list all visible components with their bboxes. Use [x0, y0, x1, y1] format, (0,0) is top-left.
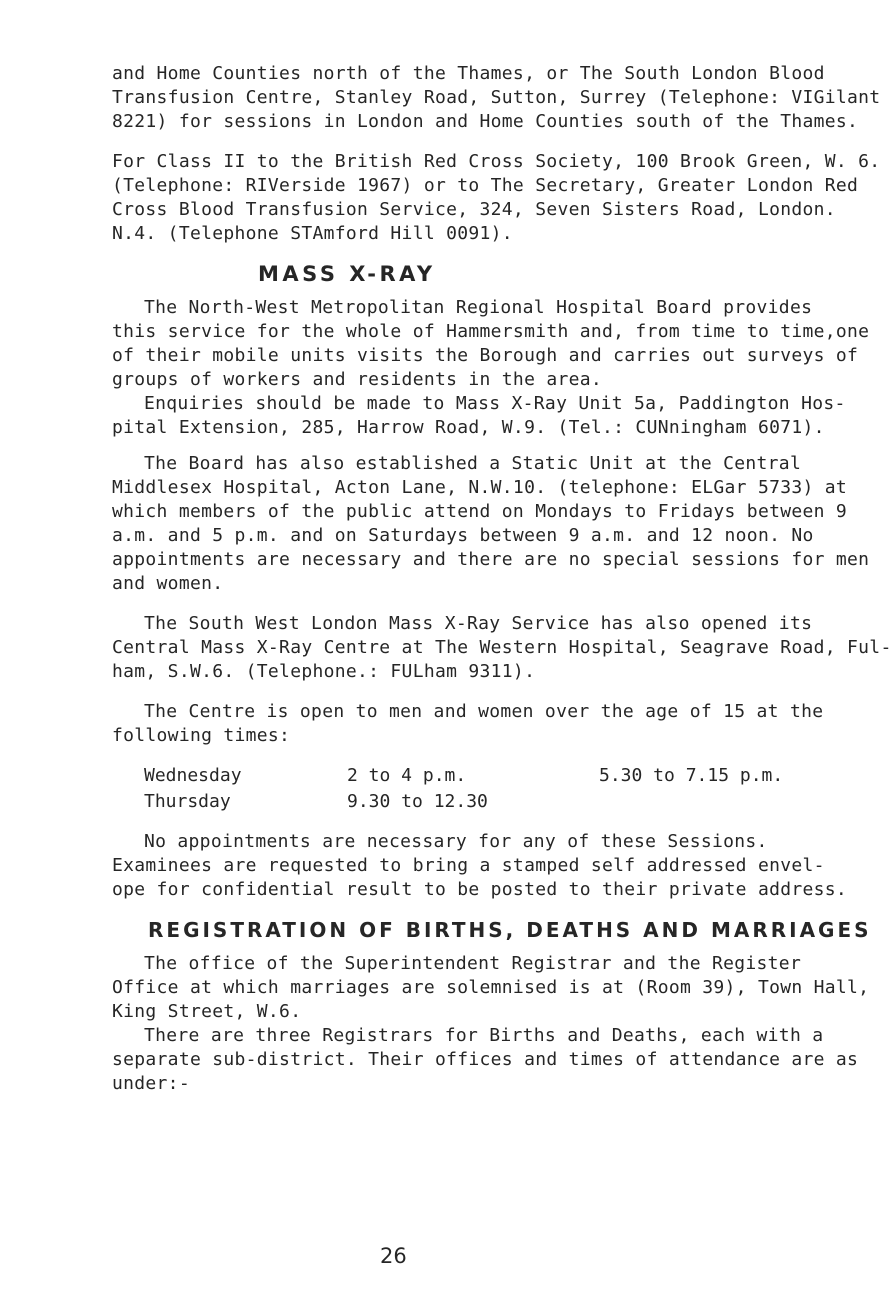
text-line: ope for confidential result to be posted to their private address.: [112, 879, 848, 900]
text-line: Central Mass X-Ray Centre at The Western Hospital, Seagrave Road, Ful-: [112, 637, 892, 658]
text-line: For Class II to the British Red Cross Society, 100 Brook Green, W. 6.: [112, 151, 881, 172]
text-line: Cross Blood Transfusion Service, 324, Seven Sisters Road, London.: [112, 199, 836, 220]
text-line: King Street, W.6.: [112, 1001, 302, 1022]
text-line: and Home Counties north of the Thames, or The South London Blood: [112, 63, 825, 84]
text-line: and women.: [112, 573, 224, 594]
red-cross-paragraph: [112, 150, 881, 246]
text-line: pital Extension, 285, Harrow Road, W.9. (Tel.: CUNningham 6071).: [112, 417, 825, 438]
day-label: Wednesday: [144, 765, 242, 786]
text-line: this service for the whole of Hammersmith and, from time to time,one: [112, 321, 870, 342]
page-number: 26: [380, 1244, 407, 1268]
text-line: The South West London Mass X-Ray Service has also opened its: [144, 613, 813, 634]
text-line: under:-: [112, 1073, 190, 1094]
mass-xray-paragraph-4: [112, 700, 824, 748]
text-line: There are three Registrars for Births and Deaths, each with a: [144, 1025, 824, 1046]
text-line: a.m. and 5 p.m. and on Saturdays between 9 a.m. and 12 noon. No: [112, 525, 814, 546]
text-line: No appointments are necessary for any of these Sessions.: [144, 831, 768, 852]
mass-xray-paragraph-2: [112, 452, 870, 596]
mass-xray-paragraph-3: [112, 612, 892, 684]
text-line: following times:: [112, 725, 291, 746]
registration-heading-text: REGISTRATION OF BIRTHS, DEATHS AND MARRIAGES: [148, 918, 872, 942]
text-line: (Telephone: RIVerside 1967) or to The Secretary, Greater London Red: [112, 175, 859, 196]
text-line: Middlesex Hospital, Acton Lane, N.W.10. (telephone: ELGar 5733) at: [112, 477, 848, 498]
day-label: Thursday: [144, 791, 231, 812]
text-line: 8221) for sessions in London and Home Counties south of the Thames.: [112, 111, 859, 132]
registration-paragraph: [112, 952, 870, 1096]
text-line: appointments are necessary and there are no special sessions for men: [112, 549, 870, 570]
mass-xray-paragraph-1: [112, 296, 870, 440]
text-line: N.4. (Telephone STAmford Hill 0091).: [112, 223, 513, 244]
time-slot: 5.30 to 7.15 p.m.: [599, 765, 784, 786]
text-line: which members of the public attend on Mondays to Fridays between 9: [112, 501, 848, 522]
mass-xray-heading: MASS X-RAY: [258, 262, 436, 286]
text-line: The North-West Metropolitan Regional Hospital Board provides: [144, 297, 813, 318]
mass-xray-paragraph-5: [112, 830, 848, 902]
text-line: The office of the Superintendent Registrar and the Register: [144, 953, 802, 974]
text-line: The Centre is open to men and women over the age of 15 at the: [144, 701, 824, 722]
blood-transfusion-paragraph: [112, 62, 881, 134]
time-slot: 2 to 4 p.m.: [347, 765, 467, 786]
text-line: Transfusion Centre, Stanley Road, Sutton, Surrey (Telephone: VIGilant: [112, 87, 881, 108]
time-slot: 9.30 to 12.30: [347, 791, 488, 812]
text-line: groups of workers and residents in the area.: [112, 369, 603, 390]
text-line: Examinees are requested to bring a stamped self addressed envel-: [112, 855, 825, 876]
text-line: ham, S.W.6. (Telephone.: FULham 9311).: [112, 661, 536, 682]
text-line: Office at which marriages are solemnised is at (Room 39), Town Hall,: [112, 977, 870, 998]
text-line: The Board has also established a Static Unit at the Central: [144, 453, 802, 474]
text-line: Enquiries should be made to Mass X-Ray Unit 5a, Paddington Hos-: [144, 393, 846, 414]
text-line: separate sub-district. Their offices and times of attendance are as: [112, 1049, 859, 1070]
text-line: of their mobile units visits the Borough and carries out surveys of: [112, 345, 859, 366]
